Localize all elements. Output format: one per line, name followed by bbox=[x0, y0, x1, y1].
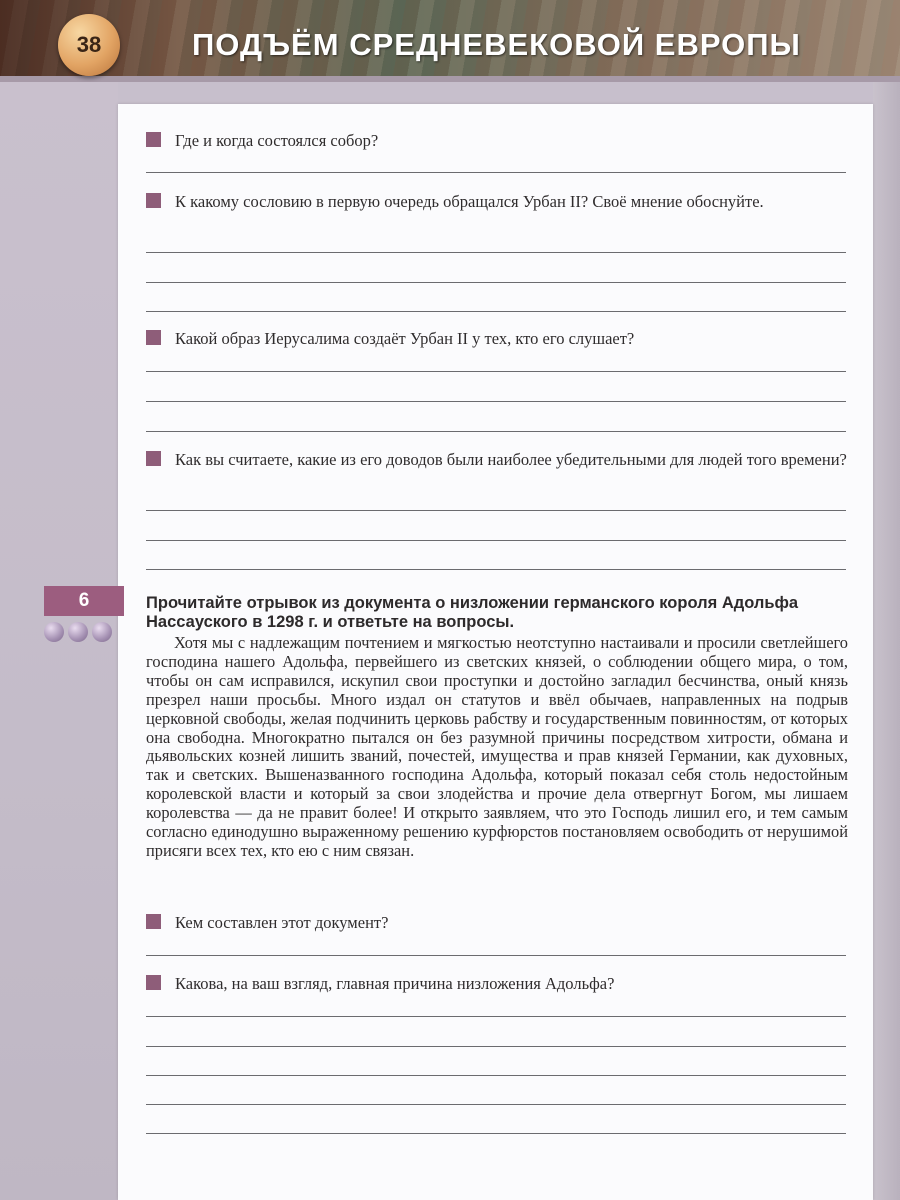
answer-line[interactable] bbox=[146, 282, 846, 283]
answer-line[interactable] bbox=[146, 1075, 846, 1076]
document-excerpt: Хотя мы с надлежащим почтением и мягкостью неотступно настаивали и просили светлейшего господина нашего Адольфа, первейшего из светских князей, о соблюдении общего мира, о том, чтобы он сам исправился, искупил свои проступки и достойно загладил бесчинства, оный князь презрел наши просьбы. Много издал он статутов и ввёл обычаев, направленных на подрыв церковной свободы, желая подчинить церковь рабству и государственным повинностям, от которых она свободна. Многократно пытался он без разумной причины посредством хитрости, обмана и дьявольских козней лишить званий, почестей, имущества и прав князей Германии, как духовных, так и светских. Вышеназванного господина Адольфа, который показал себя столь недостойным королевской власти и который за свои злодейства и прочие дела отвергнут Богом, мы лишаем королевства — да не правит более! И открыто заявляем, что это Господь лишил его, и тем самым согласно единодушно выраженному решению курфюрстов постановляем освободить от нерушимой присяги всех тех, кто ею с ним связан. bbox=[146, 633, 848, 860]
question-bullet-icon bbox=[146, 975, 161, 990]
question-bullet-icon bbox=[146, 330, 161, 345]
difficulty-dot-icon bbox=[68, 622, 88, 642]
question-2-text: К какому сословию в первую очередь обращался Урбан II? Своё мнение обоснуйте. bbox=[175, 192, 764, 211]
task-title: Прочитайте отрывок из документа о низложении германского короля Адольфа Нассауского в 1298 г. и ответьте на вопросы. bbox=[146, 594, 799, 631]
question-4 bbox=[146, 449, 856, 470]
answer-line[interactable] bbox=[146, 955, 846, 956]
answer-line[interactable] bbox=[146, 1133, 846, 1134]
question-bullet-icon bbox=[146, 193, 161, 208]
answer-line[interactable] bbox=[146, 401, 846, 402]
task-question-1-text: Кем составлен этот документ? bbox=[175, 913, 389, 932]
task-question-2 bbox=[146, 973, 856, 994]
task-question-2-text: Какова, на ваш взгляд, главная причина низложения Адольфа? bbox=[175, 974, 615, 993]
task-question-1 bbox=[146, 912, 856, 933]
question-bullet-icon bbox=[146, 914, 161, 929]
chapter-title: ПОДЪЁМ СРЕДНЕВЕКОВОЙ ЕВРОПЫ bbox=[192, 27, 801, 62]
answer-line[interactable] bbox=[146, 569, 846, 570]
right-margin-background bbox=[873, 82, 900, 1200]
answer-line[interactable] bbox=[146, 431, 846, 432]
answer-line[interactable] bbox=[146, 510, 846, 511]
answer-line[interactable] bbox=[146, 1016, 846, 1017]
answer-line[interactable] bbox=[146, 1104, 846, 1105]
question-bullet-icon bbox=[146, 132, 161, 147]
difficulty-dot-icon bbox=[44, 622, 64, 642]
question-1-text: Где и когда состоялся собор? bbox=[175, 131, 379, 150]
banner-ornament bbox=[0, 76, 900, 82]
answer-line[interactable] bbox=[146, 371, 846, 372]
question-3 bbox=[146, 328, 856, 349]
question-4-text: Как вы считаете, какие из его доводов были наиболее убедительными для людей того времени? bbox=[175, 450, 847, 469]
task-number-badge: 6 bbox=[44, 586, 124, 616]
question-2 bbox=[146, 191, 856, 212]
page-number-badge: 38 bbox=[58, 14, 120, 76]
difficulty-dots-icon bbox=[44, 622, 114, 644]
answer-line[interactable] bbox=[146, 252, 846, 253]
answer-line[interactable] bbox=[146, 311, 846, 312]
question-bullet-icon bbox=[146, 451, 161, 466]
difficulty-dot-icon bbox=[92, 622, 112, 642]
question-1 bbox=[146, 130, 856, 151]
question-3-text: Какой образ Иерусалима создаёт Урбан II у тех, кто его слушает? bbox=[175, 329, 635, 348]
answer-line[interactable] bbox=[146, 172, 846, 173]
answer-line[interactable] bbox=[146, 540, 846, 541]
answer-line[interactable] bbox=[146, 1046, 846, 1047]
